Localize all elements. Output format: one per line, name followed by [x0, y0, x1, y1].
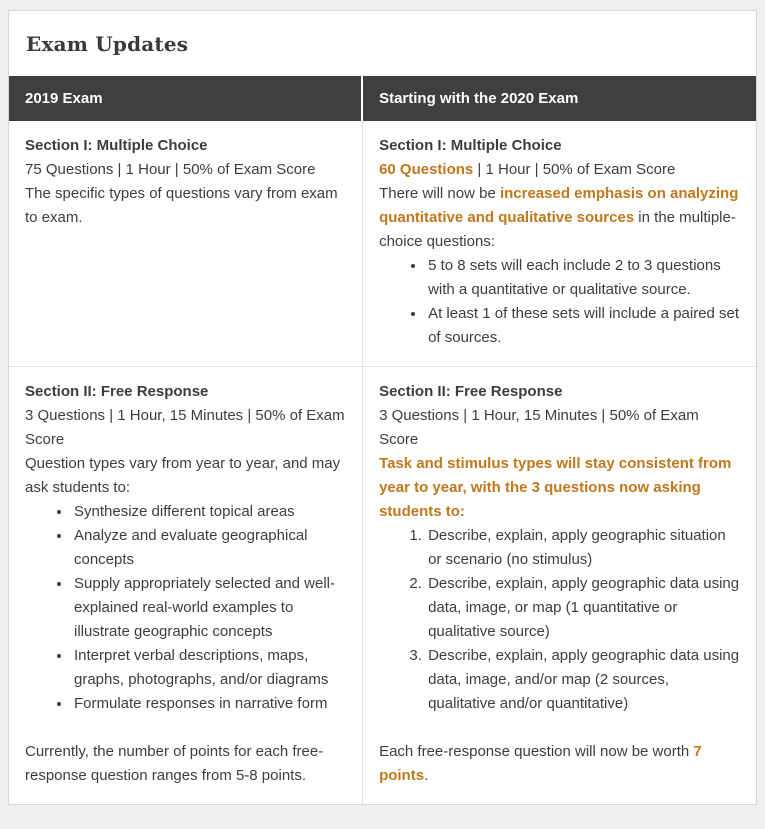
cell-paragraph — [379, 452, 740, 524]
text-segment: 3 Questions | 1 Hour, 15 Minutes | 50% of Exam Score — [25, 407, 345, 448]
cell-paragraph — [25, 182, 346, 230]
cell-paragraph — [25, 452, 346, 500]
text-segment: Analyze and evaluate geographical concepts — [74, 527, 308, 568]
highlighted-text-segment: Task and stimulus types will stay consistent from year to year, with the 3 questions now asking students to: — [379, 455, 732, 520]
text-segment: | 1 Hour | 50% of Exam Score — [473, 161, 676, 178]
numbered-item — [426, 644, 740, 716]
bullet-item — [72, 572, 346, 644]
text-segment: There will now be — [379, 185, 500, 202]
text-segment: Section II: Free Response — [25, 383, 209, 400]
text-segment: Question types vary from year to year, and may ask students to: — [25, 455, 341, 496]
numbered-item — [426, 572, 740, 644]
exam-comparison-table — [9, 76, 756, 804]
page-title: Exam Updates — [26, 32, 189, 56]
text-segment: . — [424, 767, 429, 784]
text-segment: Each free-response question will now be worth — [379, 743, 694, 760]
text-segment: Describe, explain, apply geographic data using data, image, or map (1 quantitative or qualitative source) — [428, 575, 740, 640]
numbered-list — [379, 524, 740, 716]
cell-2019-section-1 — [9, 121, 363, 366]
highlighted-text-segment: increased emphasis on analyzing quantitative and qualitative sources — [379, 185, 739, 226]
bullet-item — [426, 254, 740, 302]
bullet-item — [72, 692, 346, 716]
text-segment: Section II: Free Response — [379, 383, 563, 400]
cell-2019-section-2 — [9, 367, 363, 804]
cell-paragraph — [379, 380, 740, 404]
text-segment: in the multiple-choice questions: — [379, 209, 736, 250]
text-segment: Section I: Multiple Choice — [25, 137, 208, 154]
cell-paragraph — [379, 182, 740, 254]
bullet-item — [72, 524, 346, 572]
cell-paragraph — [379, 740, 740, 788]
exam-updates-card — [8, 10, 757, 805]
text-segment: Describe, explain, apply geographic situation or scenario (no stimulus) — [428, 527, 726, 568]
text-segment: Supply appropriately selected and well-explained real-world examples to illustrate geographic concepts — [74, 575, 335, 640]
text-segment: 75 Questions | 1 Hour | 50% of Exam Score — [25, 161, 316, 178]
cell-2020-section-2 — [363, 367, 756, 804]
text-segment: Interpret verbal descriptions, maps, graphs, photographs, and/or diagrams — [74, 647, 329, 688]
cell-paragraph — [379, 158, 740, 182]
bullet-item — [72, 500, 346, 524]
text-segment: At least 1 of these sets will include a paired set of sources. — [428, 305, 740, 346]
text-segment: Synthesize different topical areas — [74, 503, 295, 520]
cell-paragraph — [25, 158, 346, 182]
text-segment: The specific types of questions vary from exam to exam. — [25, 185, 338, 226]
column-header-2019-exam: 2019 Exam — [9, 76, 363, 121]
text-segment: Section I: Multiple Choice — [379, 137, 562, 154]
table-body — [9, 121, 756, 804]
cell-paragraph — [25, 740, 346, 788]
text-segment: Currently, the number of points for each free-response question ranges from 5-8 points. — [25, 743, 324, 784]
highlighted-text-segment: 60 Questions — [379, 161, 474, 178]
highlighted-text-segment: 7 points — [379, 743, 702, 784]
cell-paragraph — [25, 380, 346, 404]
text-segment: Formulate responses in narrative form — [74, 695, 328, 712]
bullet-item — [72, 644, 346, 692]
column-header-2020-exam: Starting with the 2020 Exam — [379, 90, 579, 107]
cell-paragraph — [25, 134, 346, 158]
numbered-item — [426, 524, 740, 572]
cell-paragraph — [379, 404, 740, 452]
cell-paragraph — [25, 404, 346, 452]
bullet-list — [379, 254, 740, 350]
bullet-item — [426, 302, 740, 350]
text-segment: 5 to 8 sets will each include 2 to 3 questions with a quantitative or qualitative source. — [428, 257, 721, 298]
table-header-row — [9, 76, 756, 121]
table-row-section-1 — [9, 121, 756, 366]
cell-paragraph — [379, 134, 740, 158]
cell-2020-section-1 — [363, 121, 756, 366]
table-row-section-2 — [9, 366, 756, 804]
bullet-list — [25, 500, 346, 716]
text-segment: Describe, explain, apply geographic data using data, image, and/or map (2 sources, qualitative and/or quantitative) — [428, 647, 740, 712]
text-segment: 3 Questions | 1 Hour, 15 Minutes | 50% of Exam Score — [379, 407, 699, 448]
